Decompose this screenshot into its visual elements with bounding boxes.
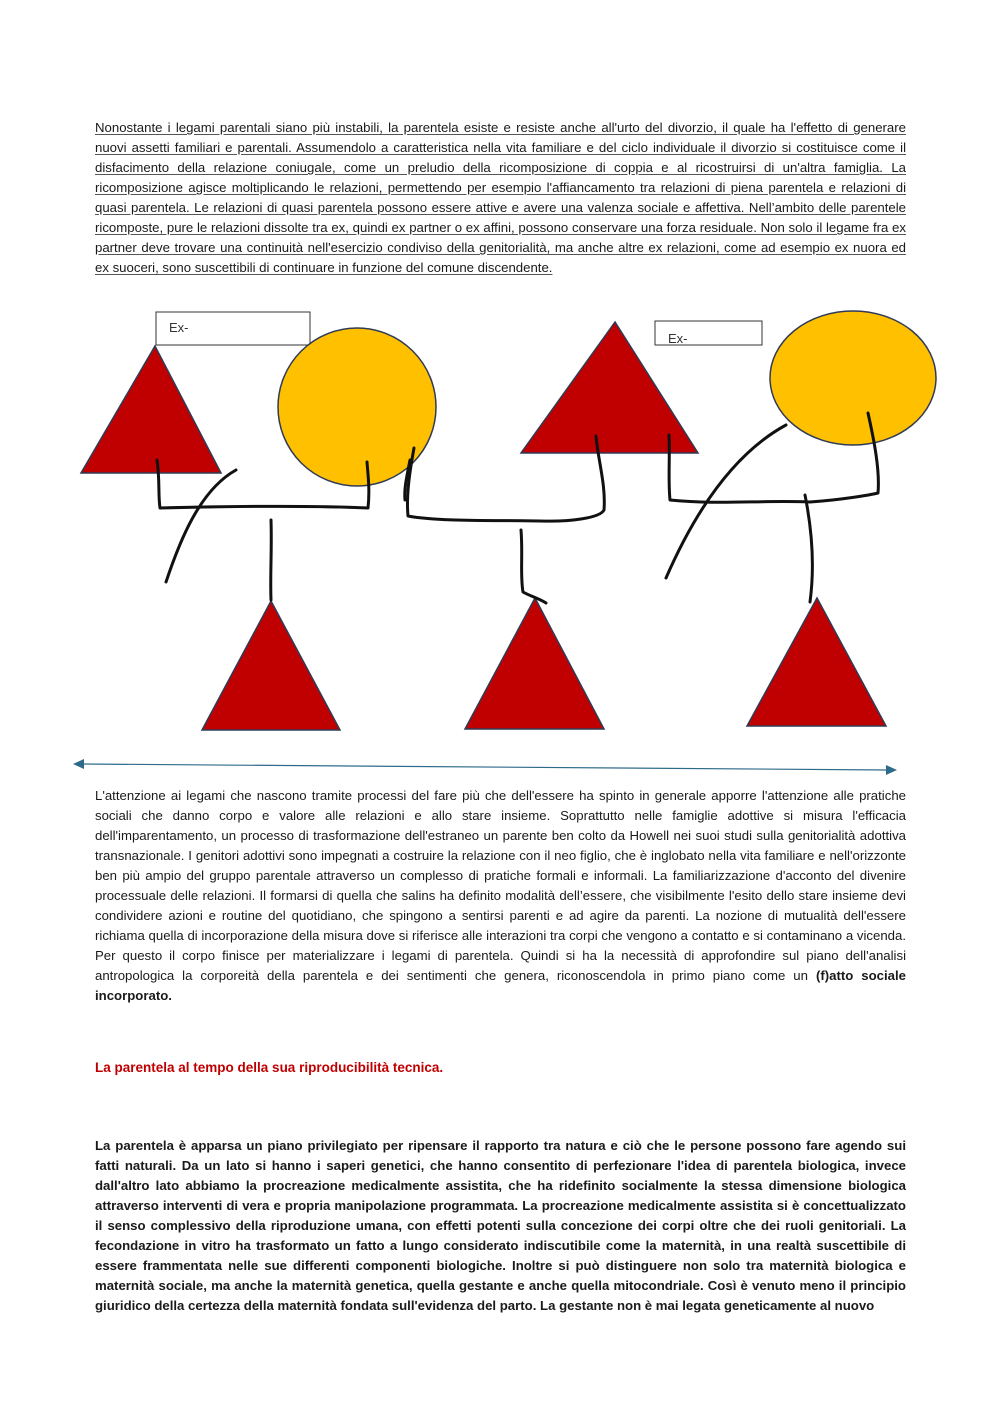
child-triangle-right [747,598,886,726]
double-arrow [73,759,897,775]
ex-label-left: Ex- [169,320,189,335]
paragraph-adoptive-kinship-text: L'attenzione ai legami che nascono tramite processi del fare più che dell'essere ha spinto in generale apporre l'attenzione alle pratiche sociali che danno corpo e valore alle relazioni e allo stare insieme. Soprattutto nelle famiglie adottive si misura l'efficacia dell'imparentamento, un processo di trasformazione dell'estraneo un parente ben colto da Howell nei suoi studi sulla genitorialità adottiva transnazionale. I genitori adottivi sono impegnati a costruire la relazione con il neo figlio, che è inglobato nella vita familiare e nell'orizzonte ben più ampio del gruppo parentale attraverso un complesso di pratiche formali e informali. La familiarizzazione d'acconto del divenire processuale delle relazioni. Il formarsi di quella che salins ha definito modalità dell’essere, che visibilmente l'esito dello stare insieme devi condividere azioni e routine del quotidiano, che spingono a sentirsi parenti e ad agire da parenti. La nozione di mutualità dell'essere richiama quella di incorporazione della misura dove si riferisce alle interazioni tra corpi che vengono a contatto e si contaminano a vicenda. Per questo il corpo finisce per materializzare i legami di parentela. Quindi si ha la necessità di approfondire sul piano dell'analisi antropologica la corporeità della parentela e dei sentimenti che genera, riconoscendola in primo piano come un [95,788,906,983]
kinship-diagram [0,290,1000,790]
paragraph-bold-ending: (f)atto sociale incorporato. [95,968,906,1003]
child-triangle-center [465,598,604,729]
kinship-lines [157,413,878,603]
paragraph-adoptive-kinship [95,786,906,1006]
female-circle-right [770,311,936,445]
paragraph-divorce-kinship: Nonostante i legami parentali siano più instabili, la parentela esiste e resiste anche all'urto del divorzio, il quale ha l'effetto di generare nuovi assetti familiari e parentali. Assumendolo a caratteristica nella vita familiare e del ciclo individuale il divorzio si costituisce come il disfacimento della relazione coniugale, come un preludio della ricomposizione di coppia e al ricostruirsi di un'altra famiglia. La ricomposizione agisce moltiplicando le relazioni, permettendo per esempio l'affiancamento tra relazioni di piena parentela e relazioni di quasi parentela. Le relazioni di quasi parentela possono essere attive e avere una valenza sociale e affettiva. Nell’ambito delle parentele ricomposte, pure le relazioni dissolte tra ex, quindi ex partner o ex affini, possono conservare una forza residuale. Non solo il legame fra ex partner deve trovare una continuità nell'esercizio condiviso della genitorialità, ma anche altre ex relazioni, come ad esempio ex nuora ed ex suoceri, sono suscettibili di continuare in funzione del comune discendente. [95,120,906,275]
ex-label-right: Ex- [668,331,688,346]
section-heading: La parentela al tempo della sua riproducibilità tecnica. [95,1060,444,1075]
male-triangle-left [81,346,221,473]
paragraph-technical-reproducibility: La parentela è apparsa un piano privilegiato per ripensare il rapporto tra natura e ciò che le persone possono fare agendo sui fatti naturali. Da un lato si hanno i saperi genetici, che hanno consentito di perfezionare l'idea di parentela biologica, invece dall'altro lato abbiamo la procreazione medicalmente assistita, che ha ridefinito socialmente la stessa dimensione biologica attraverso interventi di vera e propria manipolazione programmata. La procreazione medicalmente assistita si è concettualizzato il senso complessivo della riproduzione umana, con effetti potenti sulla concezione dei corpi oltre che dei ruoli genitoriali. La fecondazione in vitro ha trasformato un fatto a lungo considerato indiscutibile come la maternità, in una realtà suscettibile di essere frammentata nelle sue differenti componenti biologiche. Inoltre si può distinguere non solo tra maternità biologica e maternità sociale, ma anche la maternità genetica, quella gestante e anche quella mitocondriale. Così è venuto meno il principio giuridico della certezza della maternità fondata sull'evidenza del parto. La gestante non è mai legata geneticamente al nuovo [95,1138,906,1313]
child-triangle-left [202,601,340,730]
